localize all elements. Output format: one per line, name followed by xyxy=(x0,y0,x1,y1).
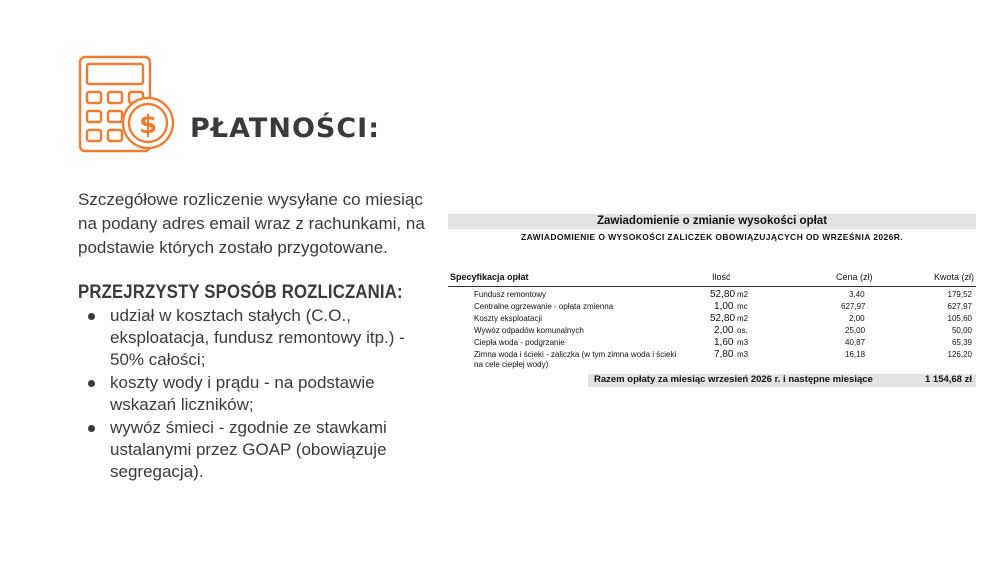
table-row xyxy=(448,290,976,302)
table-header xyxy=(448,272,976,286)
settlement-list xyxy=(82,305,422,484)
row-price: 2,00 xyxy=(849,314,865,323)
row-unit: m2 xyxy=(737,314,749,323)
row-qty: 52,80 xyxy=(710,289,736,300)
row-price: 25,00 xyxy=(845,326,866,335)
list-item xyxy=(82,305,422,371)
fee-notice xyxy=(448,214,976,385)
list-item-text: wywóz śmieci - zgodnie ze stawkami ustalanymi przez GOAP (obowiązuje segregacja). xyxy=(110,418,387,481)
list-item xyxy=(82,417,422,483)
row-unit: mc xyxy=(737,302,748,311)
total-label: Razem opłaty za miesiąc wrzesień 2026 r. i następne miesiące xyxy=(594,374,873,385)
list-item-text: udział w kosztach stałych (C.O., eksploatacja, fundusz remontowy itp.) - 50% całości; xyxy=(110,306,405,369)
fee-table xyxy=(448,272,976,387)
row-unit: m2 xyxy=(737,290,749,299)
row-name: Koszty eksploatacji xyxy=(474,314,543,323)
row-name: Fundusz remontowy xyxy=(474,290,547,299)
svg-text:$: $ xyxy=(138,110,158,140)
row-price: 627,97 xyxy=(841,302,866,311)
settlement-heading: PRZEJRZYSTY SPOSÓB ROZLICZANIA: xyxy=(78,282,403,303)
bullet-icon xyxy=(88,313,95,320)
row-name: Ciepła woda - podgrzanie xyxy=(474,338,565,347)
row-qty: 52,80 xyxy=(710,313,736,324)
col-price: Cena (zł) xyxy=(836,272,873,282)
notice-title: Zawiadomienie o zmianie wysokości opłat xyxy=(448,214,976,229)
table-row xyxy=(448,326,976,338)
row-amount: 105,60 xyxy=(947,314,972,323)
notice-subtitle: ZAWIADOMIENIE O WYSOKOŚCI ZALICZEK OBOWIĄZUJĄCYCH OD WRZEŚNIA 2026R. xyxy=(520,232,903,242)
total-row xyxy=(588,374,976,387)
list-item-text: koszty wody i prądu - na podstawie wskazań liczników; xyxy=(110,373,375,414)
row-name: Zimna woda i ścieki - zaliczka (w tym zimna woda i ścieki na cele ciepłej wody) xyxy=(474,350,677,369)
payment-description: Szczegółowe rozliczenie wysyłane co miesiąc na podany adres email wraz z rachunkami, na podstawie których zostało przygotowane. xyxy=(78,190,425,257)
row-unit: m3 xyxy=(737,338,749,347)
row-price: 40,87 xyxy=(845,338,866,347)
row-amount: 627,97 xyxy=(947,302,972,311)
col-amount: Kwota (zł) xyxy=(933,272,974,282)
row-unit: os. xyxy=(737,326,748,335)
row-name: Centralne ogrzewanie - opłata zmienna xyxy=(474,302,614,311)
row-price: 16,18 xyxy=(845,350,866,359)
table-row xyxy=(448,314,976,326)
row-amount: 179,52 xyxy=(947,290,972,299)
list-item xyxy=(82,372,422,416)
row-unit: m3 xyxy=(737,350,749,359)
col-qty: Ilość xyxy=(712,272,731,282)
col-spec: Specyfikacja opłat xyxy=(450,272,529,282)
row-qty: 1,60 xyxy=(714,337,734,348)
row-qty: 2,00 xyxy=(714,325,734,336)
row-qty: 1,00 xyxy=(714,301,734,312)
total-value: 1 154,68 zł xyxy=(924,374,972,385)
table-row xyxy=(448,350,976,372)
row-price: 3,40 xyxy=(849,290,865,299)
row-name: Wywóz odpadów komunalnych xyxy=(474,326,584,335)
bullet-icon xyxy=(88,380,95,387)
row-qty: 7,80 xyxy=(714,349,734,360)
table-row xyxy=(448,338,976,350)
row-amount: 50,00 xyxy=(951,326,972,335)
header-divider xyxy=(448,286,976,287)
bullet-icon xyxy=(88,425,95,432)
row-amount: 126,20 xyxy=(947,350,972,359)
page-title: PŁATNOŚCI: xyxy=(190,113,380,144)
calculator-coin-icon xyxy=(78,55,178,155)
row-amount: 65,39 xyxy=(951,338,972,347)
